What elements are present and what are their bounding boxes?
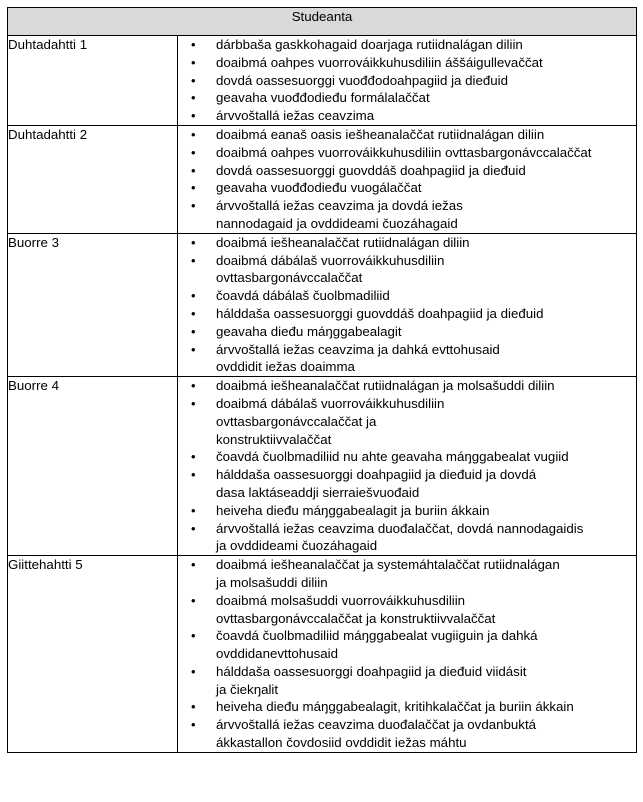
bullet-icon: •: [191, 467, 196, 483]
bullet-icon: •: [191, 144, 196, 160]
bullet-icon: •: [191, 395, 196, 411]
bullet-icon: •: [191, 502, 196, 518]
criterion-text: árvvoštallá iežas ceavzima duođalaččat, dovdá nannodagaidis ja ovddideami čuozáhagaid: [216, 520, 584, 554]
bullet-icon: •: [191, 252, 196, 268]
criteria-cell: [178, 377, 637, 556]
criteria-cell: [178, 556, 637, 753]
criteria-list: [178, 234, 636, 376]
bullet-icon: •: [191, 323, 196, 339]
bullet-icon: •: [191, 699, 196, 715]
bullet-icon: •: [191, 628, 196, 644]
criterion-text: árvvoštallá iežas ceavzima ja dovdá iežas nannodagaid ja ovddideami čuozáhagaid: [216, 198, 463, 231]
criterion-text: doaibmá dábálaš vuorrováikkuhusdiliin ovttasbargonávccalaččat ja konstruktiivvalaččat: [216, 395, 445, 447]
list-item: [178, 466, 636, 502]
list-item: [178, 395, 636, 448]
list-item: [178, 36, 636, 54]
list-item: [178, 520, 636, 556]
criterion-text: doaibmá iešheanalaččat rutiidnalágan ja molsašuddi diliin: [216, 378, 555, 394]
criterion-text: doaibmá iešheanalaččat ja systemáhtalaččat rutiidnalágan ja molsašuddi diliin: [216, 557, 560, 590]
list-item: [178, 197, 636, 233]
table-row: [8, 125, 637, 233]
criterion-text: árvvoštallá iežas ceavzima ja dahká evttohusaid ovddidit iežas doaimma: [216, 341, 500, 375]
table-row: [8, 377, 637, 556]
table-row: [8, 233, 637, 376]
criterion-text: dárbbaša gaskkohagaid doarjaga rutiidnalágan diliin: [216, 37, 523, 52]
table-header-student: Studeanta: [8, 8, 637, 36]
bullet-icon: •: [191, 90, 196, 106]
criterion-text: hálddaša oassesuorggi doahpagiid ja dieđuid viidásit ja čiekŋalit: [216, 663, 527, 697]
list-item: [178, 323, 636, 341]
bullet-icon: •: [191, 341, 196, 357]
bullet-icon: •: [191, 592, 196, 608]
criteria-list: [178, 126, 636, 233]
list-item: [178, 252, 636, 288]
criteria-cell: [178, 36, 637, 126]
list-item: [178, 627, 636, 663]
table-header-row: [8, 8, 637, 36]
list-item: [178, 179, 636, 197]
bullet-icon: •: [191, 126, 196, 142]
bullet-icon: •: [191, 288, 196, 304]
criteria-list: [178, 36, 636, 125]
list-item: [178, 54, 636, 72]
criterion-text: čoavdá čuolbmadiliid nu ahte geavaha máŋggabealat vugiid: [216, 449, 569, 465]
bullet-icon: •: [191, 234, 196, 250]
criterion-text: hálddaša oassesuorggi doahpagiid ja dieđuid ja dovdá dasa laktáseaddji sierraiešvuođaid: [216, 467, 537, 500]
table-row: [8, 36, 637, 126]
criterion-text: heiveha dieđu máŋggabealagit, kritihkalaččat ja buriin ákkain: [216, 699, 574, 715]
level-cell: Buorre 4: [8, 377, 178, 556]
bullet-icon: •: [191, 378, 196, 394]
list-item: [178, 89, 636, 107]
list-item: [178, 305, 636, 323]
list-item: [178, 126, 636, 144]
criteria-cell: [178, 125, 637, 233]
bullet-icon: •: [191, 37, 196, 52]
table-row: [8, 556, 637, 753]
bullet-icon: •: [191, 72, 196, 88]
bullet-icon: •: [191, 198, 196, 214]
bullet-icon: •: [191, 54, 196, 70]
criterion-text: dovdá oassesuorggi vuođđodoahpagiid ja dieđuid: [216, 72, 509, 88]
criterion-text: doaibmá oahpes vuorrováikkuhusdiliin ovttasbargonávccalaččat: [216, 144, 592, 160]
bullet-icon: •: [191, 108, 196, 124]
list-item: [178, 716, 636, 752]
criterion-text: doaibmá dábálaš vuorrováikkuhusdiliin ovttasbargonávccalaččat: [216, 252, 445, 286]
bullet-icon: •: [191, 449, 196, 465]
criterion-text: doaibmá eanaš oasis iešheanalaččat rutiidnalágan diliin: [216, 126, 545, 142]
list-item: [178, 107, 636, 125]
criteria-list: [178, 556, 636, 752]
criterion-text: geavaha vuođđodieđu vuogálaččat: [216, 180, 422, 196]
bullet-icon: •: [191, 520, 196, 536]
list-item: [178, 72, 636, 90]
list-item: [178, 287, 636, 305]
criteria-cell: [178, 233, 637, 376]
level-cell: Duhtadahtti 2: [8, 125, 178, 233]
assessment-criteria-table: [7, 7, 637, 753]
list-item: [178, 144, 636, 162]
criterion-text: hálddaša oassesuorggi guovddáš doahpagiid ja dieđuid: [216, 305, 544, 321]
criterion-text: čoavdá čuolbmadiliid máŋggabealat vugiiguin ja dahká ovddidanevttohusaid: [216, 628, 538, 662]
level-cell: Giittehahtti 5: [8, 556, 178, 753]
list-item: [178, 448, 636, 466]
list-item: [178, 162, 636, 180]
bullet-icon: •: [191, 717, 196, 733]
criterion-text: árvvoštallá iežas ceavzima duođalaččat ja ovdanbuktá ákkastallon čovdosiid ovddidit iežas máhtu: [216, 717, 537, 751]
criterion-text: doaibmá oahpes vuorrováikkuhusdiliin áššáigullevaččat: [216, 54, 543, 70]
criterion-text: geavaha dieđu máŋggabealagit: [216, 323, 402, 339]
list-item: [178, 234, 636, 252]
criterion-text: geavaha vuođđodieđu formálalaččat: [216, 90, 430, 106]
list-item: [178, 377, 636, 395]
criterion-text: doaibmá molsašuddi vuorrováikkuhusdiliin ovttasbargonávccalaččat ja konstruktiivvalaččat: [216, 592, 496, 626]
level-cell: Buorre 3: [8, 233, 178, 376]
list-item: [178, 502, 636, 520]
bullet-icon: •: [191, 663, 196, 679]
list-item: [178, 592, 636, 628]
list-item: [178, 556, 636, 592]
bullet-icon: •: [191, 557, 196, 573]
criterion-text: dovdá oassesuorggi guovddáš doahpagiid ja dieđuid: [216, 162, 526, 178]
criterion-text: árvvoštallá iežas ceavzima: [216, 108, 375, 124]
criterion-text: doaibmá iešheanalaččat rutiidnalágan diliin: [216, 234, 470, 250]
criterion-text: čoavdá dábálaš čuolbmadiliid: [216, 288, 390, 304]
criteria-list: [178, 377, 636, 555]
level-cell: Duhtadahtti 1: [8, 36, 178, 126]
bullet-icon: •: [191, 305, 196, 321]
list-item: [178, 341, 636, 377]
list-item: [178, 698, 636, 716]
criterion-text: heiveha dieđu máŋggabealagit ja buriin ákkain: [216, 502, 490, 518]
bullet-icon: •: [191, 162, 196, 178]
bullet-icon: •: [191, 180, 196, 196]
list-item: [178, 663, 636, 699]
